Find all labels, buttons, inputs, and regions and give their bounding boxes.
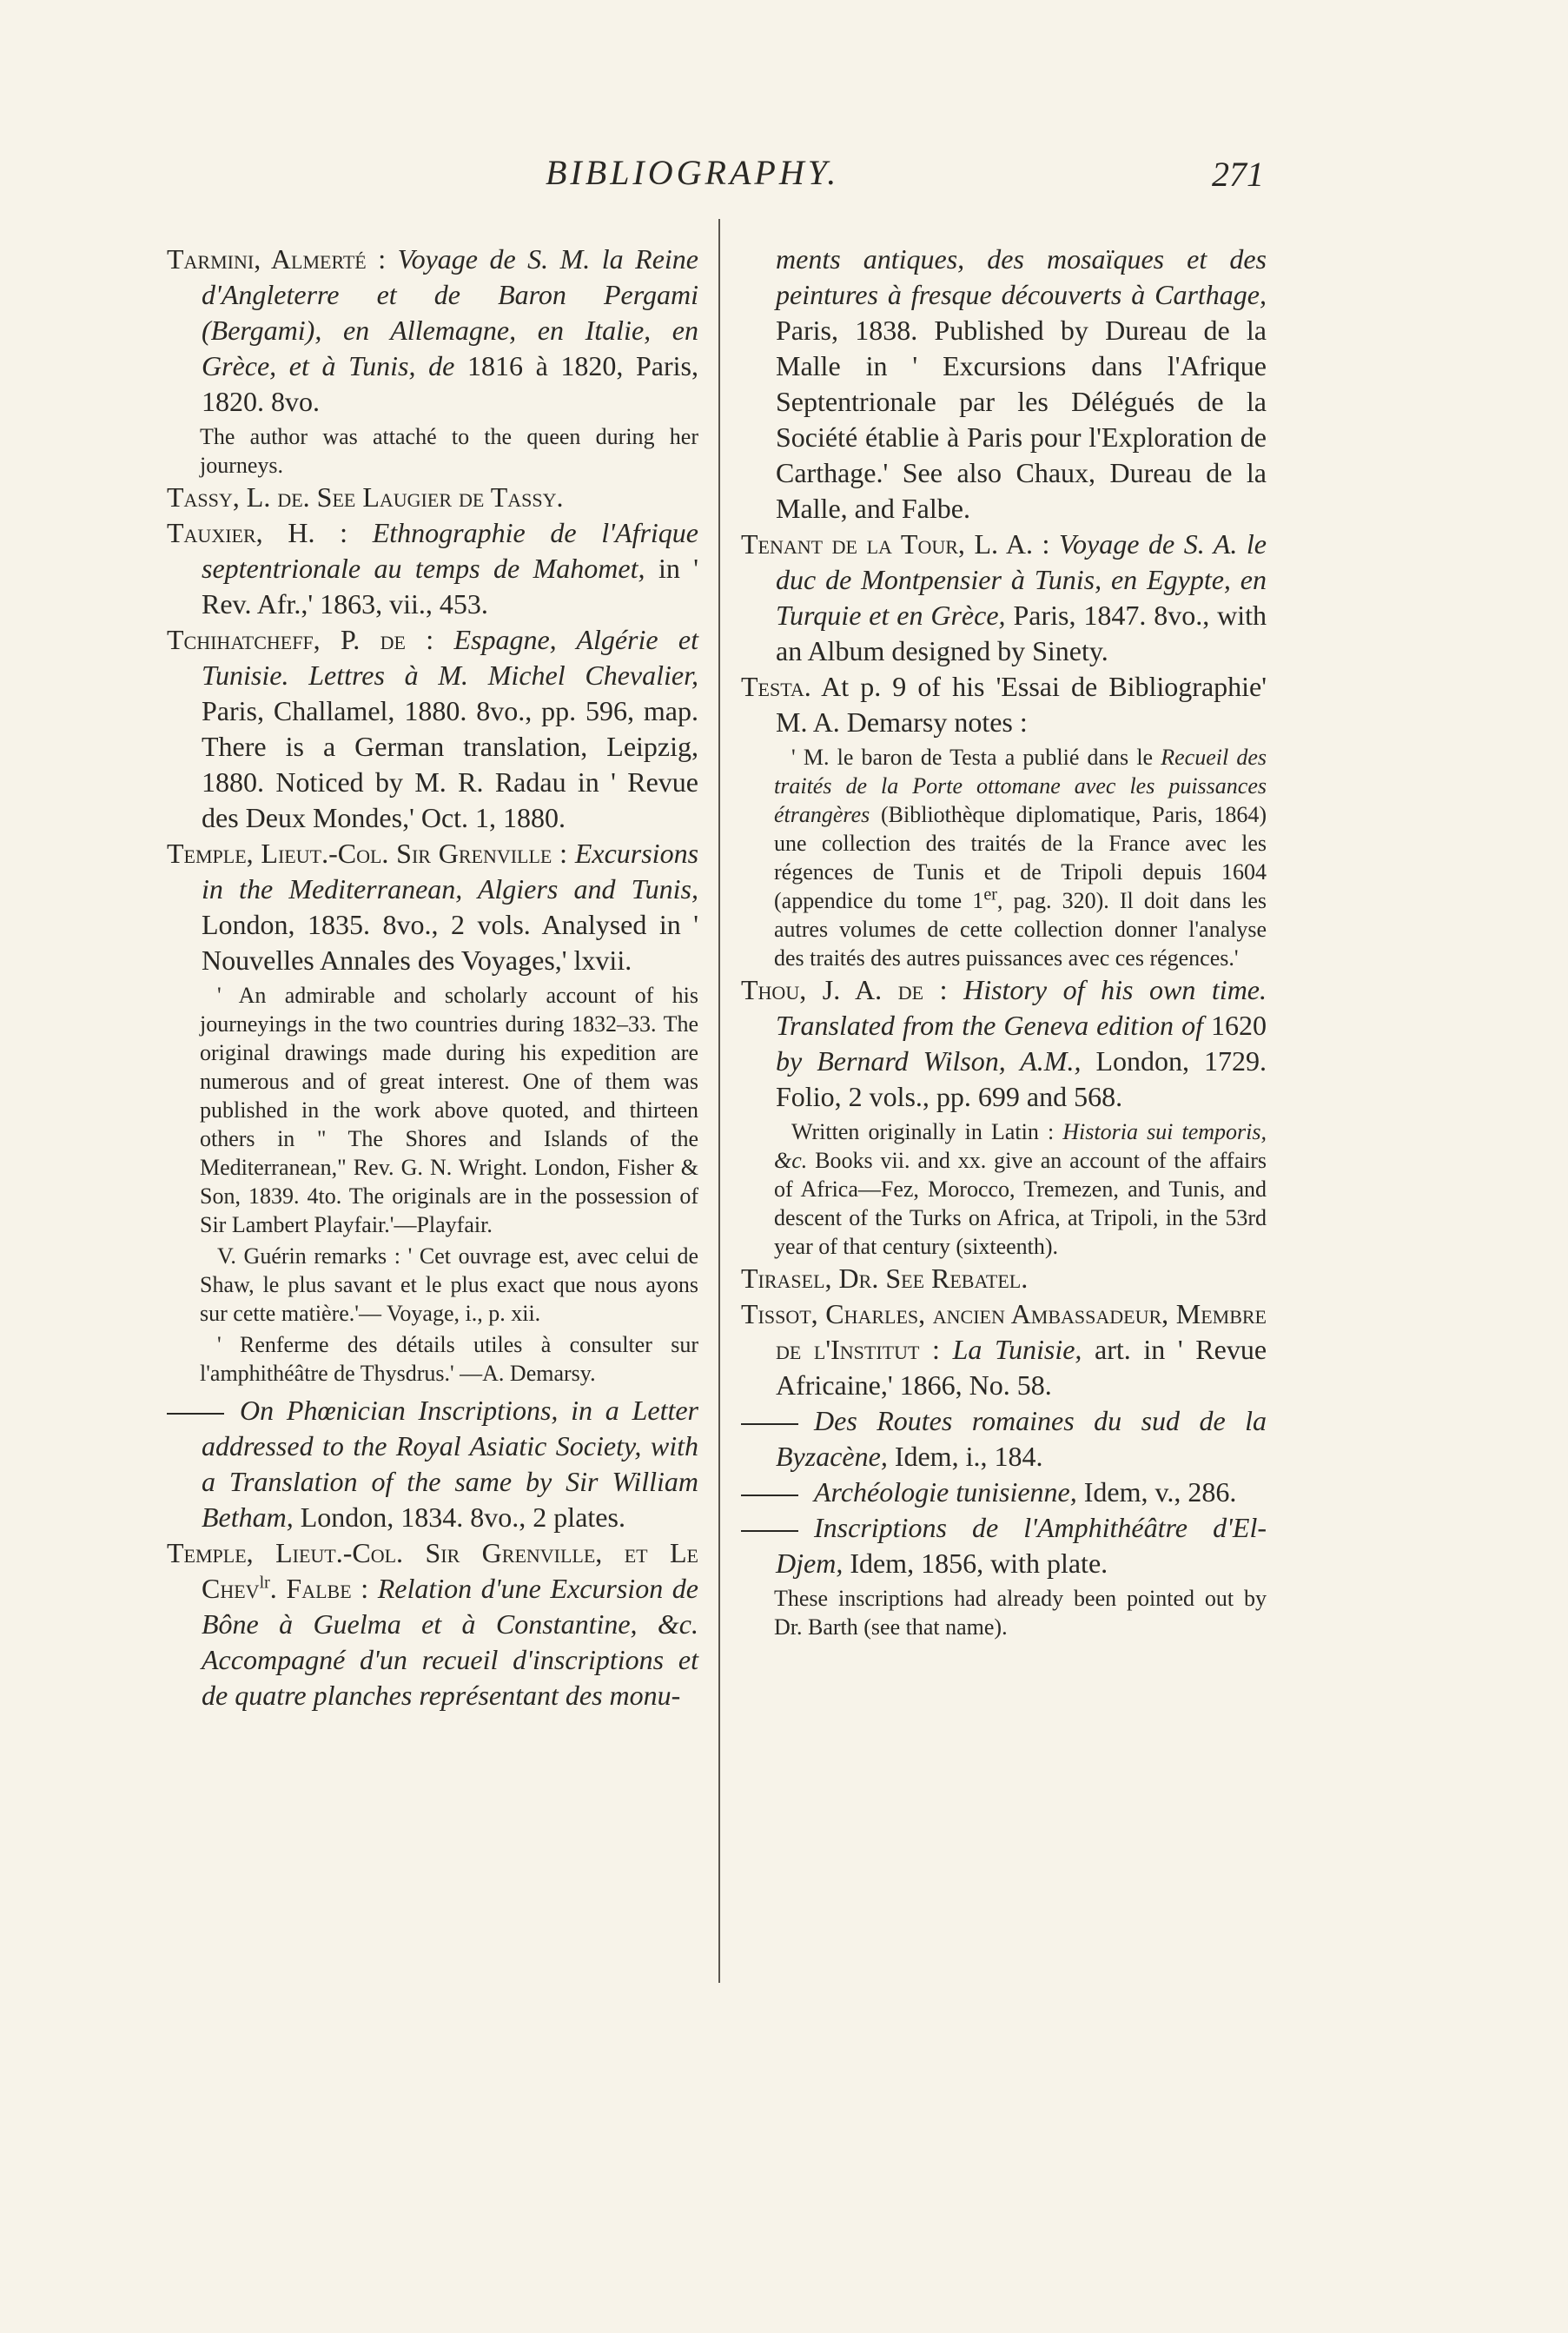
- entry-author: Tarmini, Almerté :: [167, 243, 387, 275]
- left-column: [167, 242, 698, 1713]
- entry-author: Tissot, Charles, ancien Ambassadeur, Membre de l'Institut :: [741, 1298, 1267, 1365]
- entry-author-cont: . Falbe :: [269, 1573, 369, 1604]
- ditto-dash: [167, 1413, 224, 1415]
- note-title: Historia sui temporis, &c.: [774, 1119, 1267, 1173]
- note-text: Books vii. and xx. give an account of the affairs of Africa—Fez, Morocco, Tremezen, and Tunis, and descent of the Turks on Africa, at Tripoli, in the 53rd year of that century (sixteenth).: [774, 1148, 1267, 1259]
- entry-title: Des Routes romaines du sud de la Byzacène,: [776, 1405, 1267, 1472]
- entry-details: Idem, v., 286.: [1083, 1476, 1237, 1508]
- entry-tenant: [741, 527, 1267, 669]
- entry-details: Paris, 1847. 8vo., with an Album designed by Sinety.: [776, 600, 1267, 666]
- entry-testa: [741, 669, 1267, 740]
- entry-note: [741, 743, 1267, 972]
- entry-details: Paris, 1838. Published by Dureau de la Malle in ' Excursions dans l'Afrique Septentrionale par les Délégués de la Société établie à Paris pour l'Exploration de Carthage.' See also Chaux, Dureau de la Malle, and Falbe.: [776, 315, 1267, 524]
- entry-tauxier: [167, 515, 698, 622]
- entry-author: Tenant de la Tour, L. A. :: [741, 528, 1050, 560]
- ditto-dash: [741, 1423, 798, 1425]
- entry-tissot-archeologie: [741, 1475, 1267, 1510]
- entry-details: in ' Rev. Afr.,' 1863, vii., 453.: [202, 553, 699, 620]
- ditto-dash: [741, 1495, 798, 1496]
- entry-tissot-inscriptions: [741, 1510, 1267, 1581]
- entry-temple-phoenician: [167, 1393, 698, 1535]
- entry-note: ' Renferme des détails utiles à consulter sur l'amphithéâtre de Thysdrus.' —A. Demarsy.: [200, 1332, 698, 1386]
- note-text: Written originally in Latin :: [791, 1119, 1055, 1144]
- entry-author: Tauxier, H. :: [167, 517, 348, 548]
- note-title: Recueil des traités de la Porte ottomane avec les puissances étrangères: [774, 745, 1267, 827]
- entry-details: London, 1835. 8vo., 2 vols. Analysed in ' Nouvelles Annales des Voyages,' lxvii.: [202, 909, 698, 976]
- entry-temple-falbe: [167, 1535, 698, 1713]
- entry-title: La Tunisie,: [952, 1334, 1082, 1365]
- entry-note: [741, 1117, 1267, 1261]
- entry-title: Espagne, Algérie et Tunisie. Lettres à M. Michel Chevalier,: [202, 624, 699, 691]
- entry-title: ments antiques, des mosaïques et des peintures à fresque découverts à Carthage,: [776, 243, 1267, 310]
- entry-title: Inscriptions de l'Amphithéâtre d'El-Djem,: [776, 1512, 1267, 1579]
- note-sup: er: [983, 885, 997, 905]
- entry-note: These inscriptions had already been pointed out by Dr. Barth (see that name).: [774, 1586, 1267, 1640]
- entry-title: History of his own time. Translated from the Geneva edition of: [776, 974, 1267, 1041]
- entry-tissot: [741, 1296, 1267, 1403]
- right-column: [741, 242, 1267, 1641]
- entry-title: Voyage de S. M. la Reine d'Angleterre et de Baron Pergami (Bergami), en Allemagne, en Italie, en Grèce, et à Tunis, de: [202, 243, 698, 381]
- entry-title: by Bernard Wilson, A.M.,: [776, 1045, 1082, 1077]
- entry-author: Temple, Lieut.-Col. Sir Grenville :: [167, 838, 568, 869]
- entry-title: Archéologie tunisienne,: [814, 1476, 1077, 1508]
- note-text: , pag. 320). Il doit dans les autres volumes de cette collection donner l'analyse des traités des autres puissances avec ces régences.': [774, 888, 1267, 971]
- page-header: [0, 152, 1568, 204]
- ditto-dash: [741, 1530, 798, 1532]
- note-text: ' M. le baron de Testa a publié dans le: [791, 745, 1154, 770]
- entry-tarmini: [167, 242, 698, 420]
- entry-title: Excursions in the Mediterranean, Algiers and Tunis,: [202, 838, 699, 905]
- entry-thou: [741, 972, 1267, 1115]
- running-title: BIBLIOGRAPHY.: [546, 153, 840, 192]
- entry-continuation: [741, 242, 1267, 527]
- entry-note: V. Guérin remarks : ' Cet ouvrage est, avec celui de Shaw, le plus savant et le plus exact que nous ayons sur cette matière.'— Voyage, i., p. xii.: [200, 1243, 698, 1326]
- entry-year: 1620: [1211, 1010, 1267, 1041]
- entry-author: Temple, Lieut.-Col. Sir Grenville, et Le Chev: [167, 1537, 698, 1604]
- entry-note: The author was attaché to the queen during her journeys.: [200, 424, 698, 478]
- entry-author: Tchihatcheff, P. de :: [167, 624, 434, 655]
- entry-details: 1816 à 1820, Paris, 1820. 8vo.: [202, 350, 699, 417]
- entry-tchihatcheff: [167, 622, 698, 836]
- page-number: 271: [1212, 155, 1264, 194]
- entry-details: At p. 9 of his 'Essai de Bibliographie' M. A. Demarsy notes :: [776, 671, 1267, 738]
- entry-tirasel: Tirasel, Dr. See Rebatel.: [741, 1263, 1029, 1294]
- entry-details: Paris, Challamel, 1880. 8vo., pp. 596, map. There is a German translation, Leipzig, 1880. Noticed by M. R. Radau in ' Revue des Deux Mondes,' Oct. 1, 1880.: [202, 695, 698, 833]
- entry-author: Thou, J. A. de :: [741, 974, 948, 1005]
- entry-tassy: Tassy, L. de. See Laugier de Tassy.: [167, 481, 564, 513]
- entry-tissot-routes: [741, 1403, 1267, 1475]
- entry-author-sup: lr: [259, 1573, 270, 1593]
- entry-details: Idem, 1856, with plate.: [850, 1548, 1108, 1579]
- entry-details: Idem, i., 184.: [894, 1441, 1043, 1472]
- entry-note: ' An admirable and scholarly account of his journeyings in the two countries during 1832–33. The original drawings made during his expedition are numerous and of great interest. One of them was published in the work above quoted, and thirteen others in " The Shores and Islands of the Mediterranean," Rev. G. N. Wright. London, Fisher & Son, 1839. 4to. The originals are in the possession of Sir Lambert Playfair.'—Playfair.: [200, 983, 698, 1237]
- entry-details: London, 1834. 8vo., 2 plates.: [300, 1501, 625, 1533]
- column-divider: [718, 219, 720, 1983]
- note-text: (Bibliothèque diplomatique, Paris, 1864) une collection des traités de la France avec les régences de Tunis et de Tripoli depuis 1604 (appendice du tome 1: [774, 802, 1267, 913]
- entry-title: Relation d'une Excursion de Bône à Guelma et à Constantine, &c. Accompagné d'un recueil d'inscriptions et de quatre planches représentant des monu-: [202, 1573, 698, 1711]
- entry-details: art. in ' Revue Africaine,' 1866, No. 58.: [776, 1334, 1267, 1401]
- entry-details: London, 1729. Folio, 2 vols., pp. 699 and 568.: [776, 1045, 1267, 1112]
- entry-temple-excursions: [167, 836, 698, 978]
- entry-title: Voyage de S. A. le duc de Montpensier à Tunis, en Egypte, en Turquie et en Grèce,: [776, 528, 1267, 631]
- entry-author: Testa.: [741, 671, 811, 702]
- entry-title: On Phœnician Inscriptions, in a Letter addressed to the Royal Asiatic Society, with a Translation of the same by Sir William Betham,: [202, 1395, 698, 1533]
- entry-title: Ethnographie de l'Afrique septentrionale au temps de Mahomet,: [202, 517, 698, 584]
